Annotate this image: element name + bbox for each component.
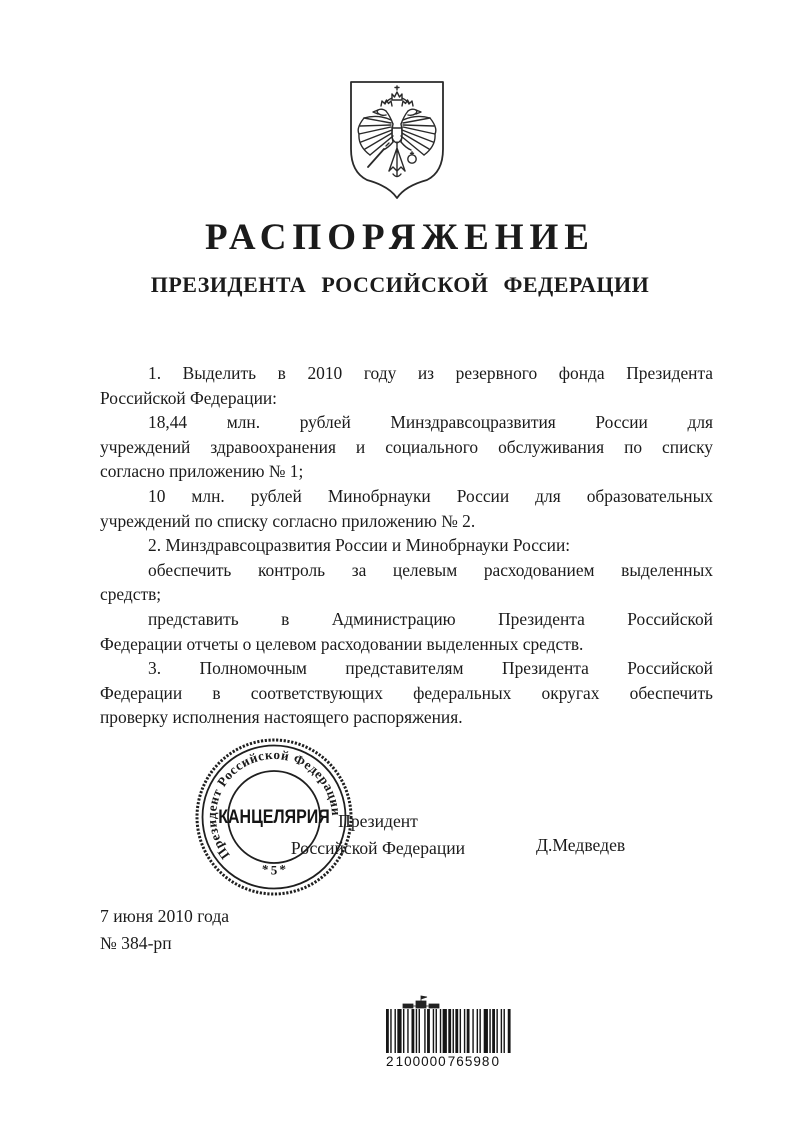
stamp-center-text: КАНЦЕЛЯРИЯ xyxy=(218,805,330,828)
body-line: Российской Федерации: xyxy=(100,387,278,408)
body-line: Федерации в соответствующих федеральных округах обеспечить xyxy=(100,682,713,703)
body-line: учреждений по списку согласно приложению № 2. xyxy=(100,510,476,531)
barcode-digit-group: 76598 xyxy=(447,1054,491,1069)
barcode-digits xyxy=(386,1054,500,1069)
document-title: РАСПОРЯЖЕНИЕ xyxy=(204,217,595,258)
barcode-emblem-icon xyxy=(400,995,442,1009)
signature-name: Д.Медведев xyxy=(536,835,626,855)
document-subtitle: ПРЕЗИДЕНТА РОССИЙСКОЙ ФЕДЕРАЦИИ xyxy=(150,272,650,297)
stamp-ring-text: Президент Российской Федерации xyxy=(203,746,345,863)
body-line: 2. Минздравсоцразвития России и Минобрнауки России: xyxy=(148,535,571,556)
barcode xyxy=(386,995,514,1069)
footer-block xyxy=(100,903,229,956)
body-line: учреждений здравоохранения и социального обслуживания по списку xyxy=(100,436,713,457)
stamp-bottom-text: * 5 * xyxy=(260,861,288,878)
body-line: согласно приложению № 1; xyxy=(100,461,304,482)
body-line: представить в Администрацию Президента Российской xyxy=(148,608,713,629)
signature-title-line2: Российской Федерации xyxy=(290,837,466,858)
body-line: 3. Полномочным представителям Президента Российской xyxy=(148,658,713,679)
barcode-digit-group: 2 xyxy=(386,1054,395,1069)
barcode-digit-group: 0 xyxy=(491,1054,500,1069)
body-line: средств; xyxy=(100,584,162,605)
barcode-digit-group: 100000 xyxy=(395,1054,447,1069)
barcode-bars xyxy=(386,1009,512,1053)
body-line: 18,44 млн. рублей Минздравсоцразвития России для xyxy=(148,412,713,433)
svg-text:* 5 * xyxy=(261,861,288,877)
signature-title xyxy=(276,808,480,861)
body-line: Федерации отчеты о целевом расходовании выделенных средств. xyxy=(100,633,584,654)
document-body xyxy=(100,361,713,730)
body-line: обеспечить контроль за целевым расходованием выделенных xyxy=(148,559,713,580)
coat-of-arms-icon xyxy=(340,76,454,200)
document-date: 7 июня 2010 года xyxy=(100,906,230,926)
body-line: проверку исполнения настоящего распоряжения. xyxy=(100,707,463,728)
body-line: 1. Выделить в 2010 году из резервного фонда Президента xyxy=(148,363,713,383)
body-line: 10 млн. рублей Минобрнауки России для образовательных xyxy=(148,485,713,506)
document-number: № 384-рп xyxy=(100,932,172,953)
signature-title-line1: Президент xyxy=(338,811,418,831)
